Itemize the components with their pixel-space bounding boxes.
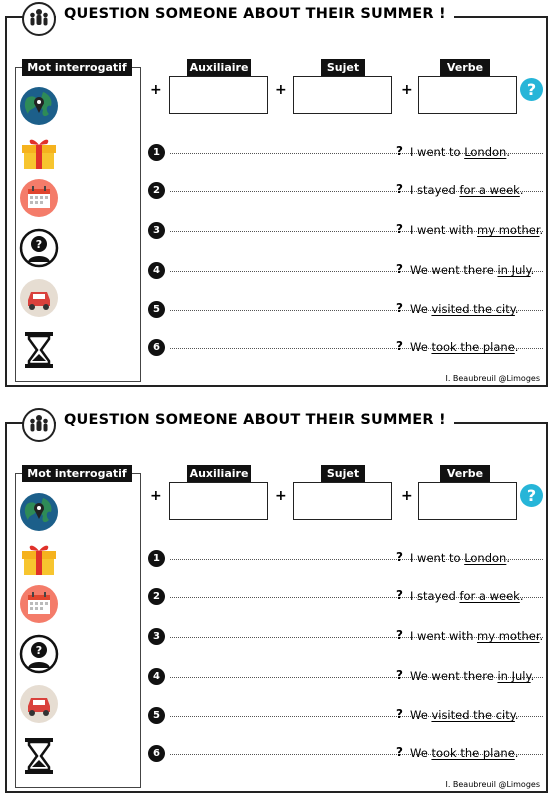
question-mark: ? <box>396 550 403 564</box>
answer-sentence <box>410 302 519 316</box>
sujet-box[interactable] <box>293 76 392 114</box>
family-logo-icon <box>22 408 56 442</box>
worksheet-title: QUESTION SOMEONE ABOUT THEIR SUMMER ! <box>56 412 454 428</box>
worksheet <box>0 406 554 806</box>
question-number: 5 <box>148 301 165 318</box>
globe-icon <box>19 492 59 532</box>
answer-end: . <box>530 669 535 683</box>
question-row <box>148 745 553 763</box>
label-auxiliaire: Auxiliaire <box>187 465 251 482</box>
label-mot-interrogatif: Mot interrogatif <box>22 59 132 76</box>
answer-sentence <box>410 145 510 159</box>
answer-text: We <box>410 708 432 722</box>
answer-end: . <box>539 629 544 643</box>
answer-underlined: in July <box>497 263 531 277</box>
family-logo-icon <box>22 2 56 36</box>
question-number: 6 <box>148 745 165 762</box>
question-row <box>148 339 553 357</box>
verbe-box[interactable] <box>418 76 517 114</box>
answer-text: I went with <box>410 629 478 643</box>
calendar-icon <box>19 584 59 624</box>
plus-sign: + <box>401 488 413 504</box>
question-mark: ? <box>396 144 403 158</box>
answer-end: . <box>514 708 519 722</box>
hourglass-icon <box>19 330 59 370</box>
question-row <box>148 222 553 240</box>
answer-text: I stayed <box>410 589 460 603</box>
svg-text:?: ? <box>35 644 43 657</box>
author-credit: I. Beaubreuil @Limoges <box>445 780 540 789</box>
gift-icon <box>19 537 59 577</box>
sujet-box[interactable] <box>293 482 392 520</box>
answer-text: We went there <box>410 669 498 683</box>
question-mark: ? <box>396 668 403 682</box>
answer-text: I went to <box>410 551 465 565</box>
question-row <box>148 628 553 646</box>
question-mark: ? <box>396 588 403 602</box>
answer-end: . <box>539 223 544 237</box>
question-number: 3 <box>148 628 165 645</box>
answer-end: . <box>506 551 510 565</box>
answer-end: . <box>514 746 519 760</box>
question-row <box>148 668 553 686</box>
verbe-box[interactable] <box>418 482 517 520</box>
question-mark: ? <box>396 262 403 276</box>
answer-text: We <box>410 302 432 316</box>
answer-text: I went to <box>410 145 465 159</box>
answer-end: . <box>514 302 519 316</box>
plus-sign: + <box>275 488 287 504</box>
question-row <box>148 707 553 725</box>
question-number: 4 <box>148 668 165 685</box>
globe-icon <box>19 86 59 126</box>
person-question-icon <box>19 228 59 268</box>
auxiliaire-box[interactable] <box>169 482 268 520</box>
gift-icon <box>19 131 59 171</box>
plus-sign: + <box>401 82 413 98</box>
label-sujet: Sujet <box>321 465 365 482</box>
answer-end: . <box>519 183 524 197</box>
answer-end: . <box>506 145 510 159</box>
answer-underlined: London <box>464 551 507 565</box>
car-icon <box>19 278 59 318</box>
question-mark: ? <box>396 182 403 196</box>
answer-underlined: visited the city <box>431 708 515 722</box>
question-row <box>148 144 553 162</box>
answer-sentence <box>410 629 543 643</box>
help-icon[interactable]: ? <box>520 484 543 507</box>
worksheet <box>0 0 554 400</box>
answer-text: I went with <box>410 223 478 237</box>
question-number: 2 <box>148 588 165 605</box>
answer-underlined: my mother <box>477 223 540 237</box>
label-mot-interrogatif: Mot interrogatif <box>22 465 132 482</box>
auxiliaire-box[interactable] <box>169 76 268 114</box>
answer-end: . <box>519 589 524 603</box>
question-number: 4 <box>148 262 165 279</box>
question-row <box>148 301 553 319</box>
hourglass-icon <box>19 736 59 776</box>
question-mark: ? <box>396 745 403 759</box>
question-number: 6 <box>148 339 165 356</box>
plus-sign: + <box>150 488 162 504</box>
answer-sentence <box>410 708 519 722</box>
answer-sentence <box>410 263 534 277</box>
plus-sign: + <box>150 82 162 98</box>
plus-sign: + <box>275 82 287 98</box>
question-number: 1 <box>148 550 165 567</box>
label-verbe: Verbe <box>440 465 490 482</box>
label-auxiliaire: Auxiliaire <box>187 59 251 76</box>
question-mark: ? <box>396 339 403 353</box>
answer-end: . <box>514 340 519 354</box>
label-sujet: Sujet <box>321 59 365 76</box>
question-number: 2 <box>148 182 165 199</box>
svg-text:?: ? <box>35 238 43 251</box>
question-row <box>148 262 553 280</box>
person-question-icon <box>19 634 59 674</box>
question-number: 1 <box>148 144 165 161</box>
answer-underlined: in July <box>497 669 531 683</box>
answer-underlined: took the plane <box>431 746 515 760</box>
question-row <box>148 550 553 568</box>
worksheet-title: QUESTION SOMEONE ABOUT THEIR SUMMER ! <box>56 6 454 22</box>
question-row <box>148 182 553 200</box>
question-mark: ? <box>396 222 403 236</box>
answer-sentence <box>410 589 523 603</box>
answer-sentence <box>410 746 518 760</box>
calendar-icon <box>19 178 59 218</box>
question-number: 5 <box>148 707 165 724</box>
answer-underlined: my mother <box>477 629 540 643</box>
answer-text: I stayed <box>410 183 460 197</box>
label-verbe: Verbe <box>440 59 490 76</box>
car-icon <box>19 684 59 724</box>
answer-sentence <box>410 340 518 354</box>
answer-sentence <box>410 223 543 237</box>
author-credit: I. Beaubreuil @Limoges <box>445 374 540 383</box>
answer-sentence <box>410 551 510 565</box>
answer-underlined: for a week <box>459 183 520 197</box>
question-number: 3 <box>148 222 165 239</box>
question-mark: ? <box>396 707 403 721</box>
answer-underlined: visited the city <box>431 302 515 316</box>
question-mark: ? <box>396 628 403 642</box>
answer-sentence <box>410 669 534 683</box>
answer-underlined: took the plane <box>431 340 515 354</box>
answer-text: We <box>410 340 432 354</box>
answer-text: We went there <box>410 263 498 277</box>
question-row <box>148 588 553 606</box>
answer-end: . <box>530 263 535 277</box>
answer-underlined: London <box>464 145 507 159</box>
question-mark: ? <box>396 301 403 315</box>
help-icon[interactable]: ? <box>520 78 543 101</box>
answer-sentence <box>410 183 523 197</box>
answer-underlined: for a week <box>459 589 520 603</box>
answer-text: We <box>410 746 432 760</box>
